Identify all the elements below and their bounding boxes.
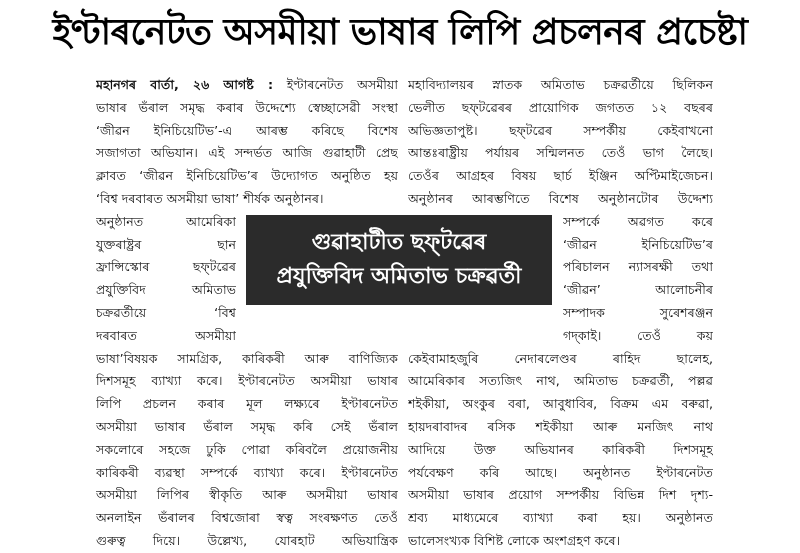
article-line: অনুষ্ঠানত আমেৰিকা [96,213,236,229]
article-line: মহাবিদ্যালয়ৰ স্নাতক অমিতাভ চক্ৰৱৰ্তীয়ে ছিলিকন [408,77,713,92]
article-line: ফ্ৰান্সিস্কোৰ ছফ্‌টৱেৰ [96,259,236,275]
article-line: ভাষাৰ ভঁৰাল সমৃদ্ধ কৰাৰ উদ্দেশ্যে স্বেচ্ছাসেৱী সংস্থা [96,99,398,115]
article-line: যুক্তৰাষ্ট্ৰৰ ছান [96,236,236,252]
article-line: আন্তঃৰাষ্ট্ৰীয় পৰ্যায়ৰ সন্মিলনত তেওঁ ভাগ লৈছে। [408,145,713,161]
headline: ইণ্টাৰনেটত অসমীয়া ভাষাৰ লিপি প্ৰচলনৰ প্ৰচেষ্টা [52,12,748,53]
article-line: অসমীয়া ভাষাৰ প্ৰয়োগ সম্পৰ্কীয় বিভিন্ন দিশ দৃশ্য- [408,487,713,503]
article-line: আদিয়ে উক্ত অভিযানৰ কাৰিকৰী দিশসমূহ [408,441,713,457]
article-line: দৰবাৰত অসমীয়া [96,327,236,343]
article-line: ‘জীৱন’ আলোচনীৰ [563,282,713,298]
article-line: দিশসমূহ ব্যাখ্যা কৰে। ইণ্টাৰনেটত অসমীয়া ভাষাৰ [96,373,398,389]
article-line: চক্ৰৱৰ্তীয়ে ‘বিশ্ব [96,304,236,320]
article-line: তেওঁৰ আগ্ৰহৰ বিষয় ছাৰ্চ ইঞ্জিন অপ্টিমাইজেচন। [408,168,713,184]
dateline: মহানগৰ বাৰ্তা, ২৬ আগষ্ট : [96,77,273,92]
article-line: ‘জীৱন ইনিচিয়েটিভ’ৰ [563,236,713,252]
article-line: প্ৰযুক্তিবিদ অমিতাভ [96,282,236,298]
article-line: ‘বিশ্ব দৰবাৰত অসমীয়া ভাষা’ শীৰ্ষক অনুষ্ঠানৰ। [96,190,324,206]
article-line: কেইবামাহজুৰি নেদাৰলেণ্ডৰ ৰাহিদ ছালেহ, [408,350,713,366]
article-line: অনুষ্ঠানৰ আৰম্ভণিতে বিশেষ অনুষ্ঠানটোৰ উদ্দেশ্য [408,190,713,206]
article-line: কাৰিকৰী ব্যৱস্থা সম্পৰ্কে ব্যাখ্যা কৰে। ইণ্টাৰনেটত [96,464,398,480]
article-line: আমেৰিকাৰ সত্যজিৎ নাথ, অমিতাভ চক্ৰৱৰ্তী, পল্লৱ [408,373,713,389]
article-line: অসমীয়া লিপিৰ স্বীকৃতি আৰু অসমীয়া ভাষাৰ [96,487,398,503]
article-line: শইকীয়া, অংকুৰ বৰা, আবুধাবিৰ, বিক্ৰম এম বৰুৱা, [408,396,713,412]
article-line: গদ্‌কাই। তেওঁ কয় [563,327,713,343]
article-line: ভালেসংখ্যক বিশিষ্ট লোকে অংশগ্ৰহণ কৰে। [408,532,621,548]
banner-line-2: প্ৰযুক্তিবিদ অমিতাভ চক্ৰৱৰ্তী [276,264,522,289]
article-line: পৰিচালন ন্যাসৰক্ষী তথা [563,259,713,275]
line-text: ইণ্টাৰনেটত অসমীয়া [286,77,398,92]
article-line: ‘জীৱন ইনিচিয়েটিভ’-এ আৰম্ভ কৰিছে বিশেষ [96,122,398,138]
article-line: ভাষা’বিষয়ক সামগ্ৰিক, কাৰিকৰী আৰু বাণিজ্যিক [96,350,398,366]
left-column [96,74,398,553]
subhead-banner [246,215,552,305]
article-line: সম্পৰ্কে অৱগত কৰে [563,213,713,229]
article-line [96,74,398,97]
article-line: হায়দৰাবাদৰ ৰসিক শইকীয়া আৰু মনজিৎ নাথ [408,418,713,434]
article-line: লিপি প্ৰচলন কৰাৰ মূল লক্ষ্যৰে ইণ্টাৰনেটত [96,396,398,412]
article-line: শ্ৰব্য মাধ্যমেৰে ব্যাখ্যা কৰা হয়। অনুষ্ঠানত [408,510,713,526]
article-line: গুৰুত্ব দিয়ে। উল্লেখ্য, যোৰহাট অভিযান্ত্ৰিক [96,532,398,548]
article-line: অভিজ্ঞতাপুষ্ট। ছফ্‌টৱেৰ সম্পৰ্কীয় কেইবাখনো [408,122,713,138]
article-line: পৰ্যবেক্ষণ কৰি আছে। অনুষ্ঠানত ইণ্টাৰনেটত [408,464,713,480]
article-line: সকলোৰে সহজে ঢুকি পোৱা কৰিবলৈ প্ৰয়োজনীয় [96,441,398,457]
article-line: অনলাইন ভঁৰালৰ বিশ্বজোৰা স্বত্ব সংৰক্ষণত তেওঁ [96,510,398,526]
article-line: সম্পাদক সুৰেশৰঞ্জন [563,304,713,320]
banner-line-1: গুৱাহাটীত ছফ্‌টৱেৰ [311,230,487,255]
article-line: অসমীয়া ভাষাৰ ভঁৰাল সমৃদ্ধ কৰি সেই ভঁৰাল [96,418,398,434]
article-line: ভেলীত ছফ্‌টৱেৰৰ প্ৰায়োগিক জগতত ১২ বছৰৰ [408,99,713,115]
article-line: সজাগতা অভিযান। এই সন্দৰ্ভত আজি গুৱাহাটী প্ৰেছ [96,145,398,161]
right-column [408,74,713,553]
article-line: ক্লাবত ‘জীৱন ইনিচিয়েটিভ’ৰ উদ্যোগত অনুষ্ঠিত হয় [96,168,398,184]
